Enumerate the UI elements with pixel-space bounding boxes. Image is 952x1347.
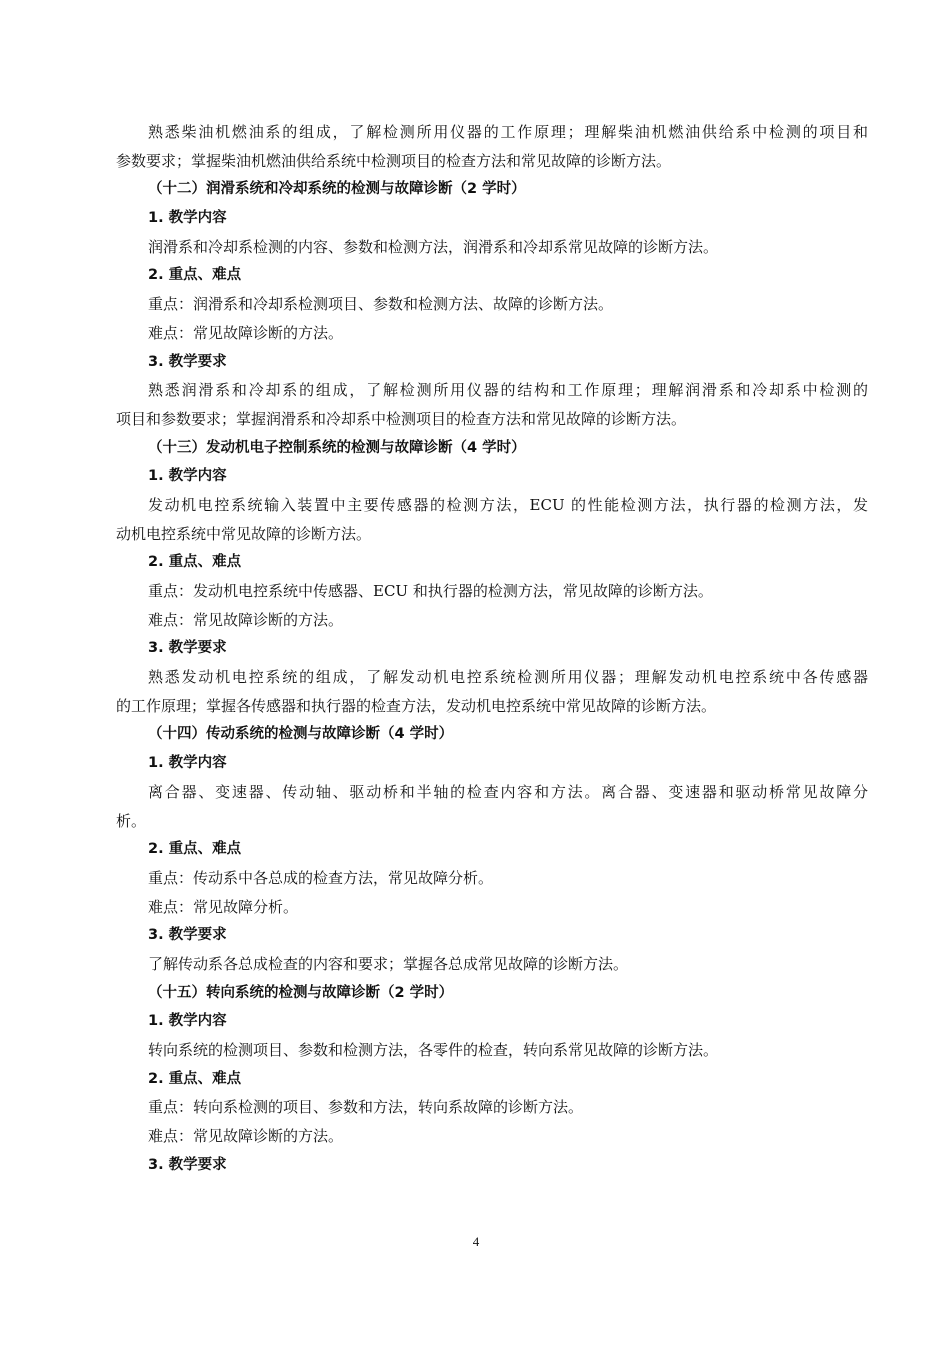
paragraph-line: 参数要求；掌握柴油机燃油供给系统中检测项目的检查方法和常见故障的诊断方法。 [116, 151, 672, 170]
section-heading: 2. 重点、难点 [148, 841, 242, 858]
section-heading: 3. 教学要求 [148, 927, 227, 944]
paragraph-line: 难点：常见故障诊断的方法。 [148, 323, 344, 342]
page-number: 4 [472, 1234, 480, 1249]
paragraph-line: 难点：常见故障诊断的方法。 [148, 610, 344, 629]
paragraph-line: 的工作原理；掌握各传感器和执行器的检查方法，发动机电控系统中常见故障的诊断方法。 [116, 696, 717, 715]
section-heading: 1. 教学内容 [148, 755, 227, 772]
paragraph-line: 熟悉柴油机燃油系的组成，了解检测所用仪器的工作原理；理解柴油机燃油供给系中检测的项目和 [148, 123, 868, 141]
section-heading: 1. 教学内容 [148, 210, 227, 227]
section-heading: （十四）传动系统的检测与故障诊断（4 学时） [148, 726, 454, 743]
paragraph-line: 熟悉发动机电控系统的组成，了解发动机电控系统检测所用仪器；理解发动机电控系统中各传感器 [148, 668, 868, 687]
paragraph-line: 动机电控系统中常见故障的诊断方法。 [116, 524, 372, 543]
paragraph-line: 难点：常见故障分析。 [148, 897, 299, 916]
section-heading: 2. 重点、难点 [148, 267, 242, 284]
paragraph-line: 发动机电控系统输入装置中主要传感器的检测方法，ECU 的性能检测方法，执行器的检测方法，发 [148, 495, 868, 514]
paragraph-line: 润滑系和冷却系检测的内容、参数和检测方法，润滑系和冷却系常见故障的诊断方法。 [148, 237, 719, 256]
section-heading: 2. 重点、难点 [148, 554, 242, 571]
section-heading: 1. 教学内容 [148, 468, 227, 485]
section-heading: 1. 教学内容 [148, 1013, 227, 1030]
paragraph-line: 重点：润滑系和冷却系检测项目、参数和检测方法、故障的诊断方法。 [148, 295, 614, 314]
section-heading: 3. 教学要求 [148, 353, 227, 370]
paragraph-line: 转向系统的检测项目、参数和检测方法，各零件的检查，转向系常见故障的诊断方法。 [148, 1041, 719, 1059]
section-heading: 3. 教学要求 [148, 1156, 227, 1173]
paragraph-line: 重点：转向系检测的项目、参数和方法，转向系故障的诊断方法。 [148, 1098, 584, 1117]
paragraph-line: 重点：发动机电控系统中传感器、ECU 和执行器的检测方法，常见故障的诊断方法。 [148, 582, 713, 600]
paragraph-line: 难点：常见故障诊断的方法。 [148, 1127, 344, 1146]
section-heading: （十二）润滑系统和冷却系统的检测与故障诊断（2 学时） [148, 181, 526, 198]
section-heading: （十五）转向系统的检测与故障诊断（2 学时） [148, 984, 454, 1001]
body-text [116, 118, 868, 1179]
section-heading: 2. 重点、难点 [148, 1070, 242, 1087]
paragraph-line: 重点：传动系中各总成的检查方法，常见故障分析。 [148, 868, 494, 887]
paragraph-line: 离合器、变速器、传动轴、驱动桥和半轴的检查内容和方法。离合器、变速器和驱动桥常见故障分 [148, 782, 868, 801]
paragraph-line: 了解传动系各总成检查的内容和要求；掌握各总成常见故障的诊断方法。 [148, 954, 629, 973]
section-heading: （十三）发动机电子控制系统的检测与故障诊断（4 学时） [148, 439, 526, 456]
paragraph-line: 析。 [116, 811, 147, 830]
paragraph-line: 熟悉润滑系和冷却系的组成，了解检测所用仪器的结构和工作原理；理解润滑系和冷却系中检测的 [148, 381, 868, 400]
paragraph-line: 项目和参数要求；掌握润滑系和冷却系中检测项目的检查方法和常见故障的诊断方法。 [116, 409, 687, 428]
section-heading: 3. 教学要求 [148, 640, 227, 657]
